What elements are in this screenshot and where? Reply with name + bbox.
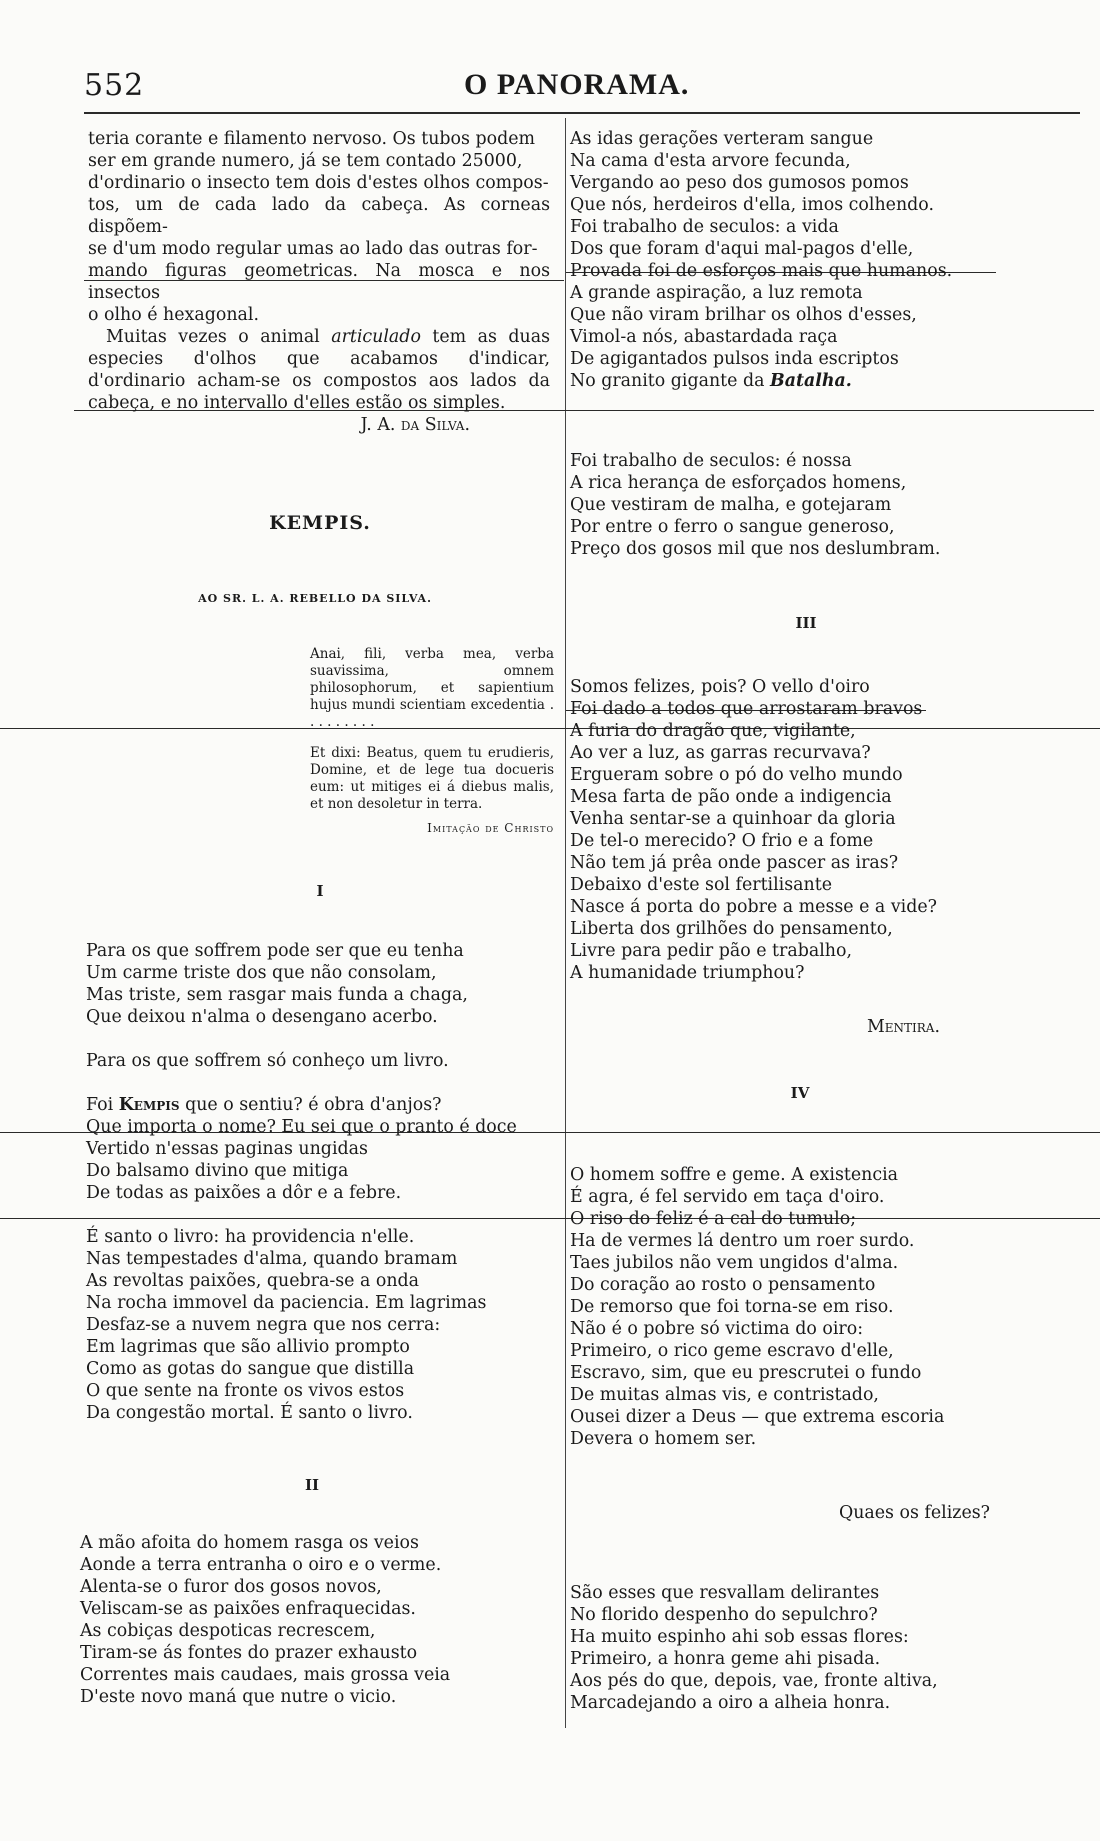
left-verse [86,940,556,1446]
right-verse-2 [570,450,1000,582]
verse-line: Vimol-a nós, abastardada raça [570,327,838,347]
prose-line: d'ordinario o insecto tem dois d'estes olhos compos- [88,173,549,193]
verse-line: Primeiro, o rico geme escravo d'elle, [570,1341,894,1361]
verse-line: Dos que foram d'aqui mal-pagos d'elle, [570,239,914,259]
verse-line: Ousei dizer a Deus — que extrema escoria [570,1407,945,1427]
right-verse-5 [570,1582,1000,1736]
section-numeral-IV: IV [790,1084,810,1102]
verse-line: Vergando ao peso dos gumosos pomos [570,173,909,193]
verse-line: Mesa farta de pão onde a indigencia [570,787,892,807]
verse-line: É santo o livro: ha providencia n'elle. [86,1227,415,1247]
verse-line: Foi trabalho de seculos: a vida [570,217,839,237]
prose-line: ser em grande numero, já se tem contado 25000, [88,151,523,171]
verse-line: Preço dos gosos mil que nos deslumbram. [570,539,941,559]
verse-line: Ao ver a luz, as garras recurvava? [570,743,871,763]
article-signature: J. A. da Silva. [360,415,470,435]
verse-line: A mão afoita do homem rasga os veios [80,1533,419,1553]
verse-line: Mas triste, sem rasgar mais funda a chaga, [86,985,468,1005]
verse-line: Na rocha immovel da paciencia. Em lagrimas [86,1293,487,1313]
verse-line: Um carme triste dos que não consolam, [86,963,437,983]
verse-line: Taes jubilos não vem ungidos d'alma. [570,1253,899,1273]
verse-line: No granito gigante da Batalha. [570,371,852,391]
verse-line: De tel-o merecido? O frio e a fome [570,831,874,851]
verse-line: Foi dado a todos que arrostaram bravos [570,699,923,719]
verse-line: As idas gerações verteram sangue [570,129,874,149]
verse-line: Marcadejando a oiro a alheia honra. [570,1693,891,1713]
verse-line: Nasce á porta do pobre a messe e a vide? [570,897,937,917]
stanza-9 [570,1582,1000,1714]
verse-line: A furia do dragão que, vigilante, [570,721,856,741]
verse-line: A grande aspiração, a luz remota [570,283,863,303]
prose-line: se d'um modo regular umas ao lado das outras for- [88,239,538,259]
verse-line: Que não viram brilhar os olhos d'esses, [570,305,917,325]
verse-line: No florido despenho do sepulchro? [570,1605,878,1625]
page-number: 552 [84,68,145,103]
verse-line: Por entre o ferro o sangue generoso, [570,517,895,537]
verse-line: Somos felizes, pois? O vello d'oiro [570,677,870,697]
verse-line: Que vestiram de malha, e gotejaram [570,495,892,515]
epigraph-1: Anai, fili, verba mea, verba suavissima, omnem philosophorum, et sapientium hujus mundi scientiam excedentia . . . . . . . . . [310,646,554,730]
quaes-os-felizes: Quaes os felizes? [838,1503,990,1523]
verse-line: É agra, é fel servido em taça d'oiro. [570,1187,885,1207]
stanza-2 [86,1094,556,1204]
verse-line: Debaixo d'este sol fertilisante [570,875,833,895]
stanza-1 [86,940,556,1028]
verse-line: Alenta-se o furor dos gosos novos, [80,1577,382,1597]
verse-line: Que deixou n'alma o desengano acerbo. [86,1007,438,1027]
verse-line: De remorso que foi torna-se em riso. [570,1297,894,1317]
section-numeral-II: II [304,1476,320,1494]
prose-line: o olho é hexagonal. [88,305,259,325]
verse-line: Na cama d'esta arvore fecunda, [570,151,851,171]
verse-line: Tiram-se ás fontes do prazer exhausto [80,1643,418,1663]
right-verse-1 [570,128,1000,392]
verse-line: Como as gotas do sangue que distilla [86,1359,415,1379]
verse-line: Livre para pedir pão e trabalho, [570,941,852,961]
verse-line: Do balsamo divino que mitiga [86,1161,349,1181]
verse-line: Escravo, sim, que eu prescrutei o fundo [570,1363,922,1383]
stanza-7 [570,676,1000,984]
right-verse-3 [570,676,1000,1006]
stanza-6 [570,450,1000,560]
prose-paragraph-2: Muitas vezes o animal articulado tem as duas especies d'olhos que acabamos d'indicar, d'ordinario acham-se os compostos aos lados da cabeça, e no intervallo d'elles estão os simples. [88,327,550,413]
verse-line: Foi Kempis que o sentiu? é obra d'anjos? [86,1095,442,1115]
epigraph-block [310,646,554,839]
epigraph-2: Et dixi: Beatus, quem tu erudieris, Domine, et de lege tua docueris eum: ut mitiges ei á diebus malis, et non desoletur in terra. [310,745,554,812]
verse-line: De muitas almas vis, e contristado, [570,1385,879,1405]
prose-line: teria corante e filamento nervoso. Os tubos podem [88,129,535,149]
verse-line: Não tem já prêa onde pascer as iras? [570,853,899,873]
verse-line: As cobiças despoticas recrescem, [80,1621,376,1641]
prose-line: mando figuras geometricas. Na mosca e nos insectos [88,261,550,303]
verse-line: Em lagrimas que são allivio prompto [86,1337,410,1357]
verse-line: D'este novo maná que nutre o vicio. [80,1687,397,1707]
verse-line: Liberta dos grilhões do pensamento, [570,919,893,939]
verse-line: Nas tempestades d'alma, quando bramam [86,1249,458,1269]
verse-line: Para os que soffrem pode ser que eu tenha [86,941,464,961]
stanza-8 [570,1164,1000,1450]
publication-title: O PANORAMA. [464,68,690,101]
stanza-3 [86,1226,556,1424]
verse-line: Do coração ao rosto o pensamento [570,1275,876,1295]
verse-line: Vertido n'essas paginas ungidas [86,1139,368,1159]
verse-line: Venha sentar-se a quinhoar da gloria [570,809,896,829]
verse-line: Aonde a terra entranha o oiro e o verme. [80,1555,442,1575]
verse-line: Provada foi de esforços mais que humanos. [570,261,953,281]
verse-line: Foi trabalho de seculos: é nossa [570,451,852,471]
column-divider [565,118,566,1728]
verse-line: De agigantados pulsos inda escriptos [570,349,899,369]
verse-line: A humanidade triumphou? [570,963,805,983]
header-rule [84,112,1080,114]
verse-line: O que sente na fronte os vivos estos [86,1381,405,1401]
stanza-5 [570,128,1000,392]
verse-line: Da congestão mortal. É santo o livro. [86,1403,413,1423]
verse-line: Primeiro, a honra geme ahi pisada. [570,1649,881,1669]
verse-line: A rica herança de esforçados homens, [570,473,907,493]
verse-line: Veliscam-se as paixões enfraquecidas. [80,1599,416,1619]
epigraph-source: Imitação de Christo [427,821,554,835]
poem-title: KEMPIS. [269,512,371,534]
verse-line: Ergueram sobre o pó do velho mundo [570,765,903,785]
stanza-4 [80,1532,560,1708]
stanza-single [86,1050,556,1072]
section-numeral-III: III [795,614,817,632]
verse-line: Ha de vermes lá dentro um roer surdo. [570,1231,915,1251]
verse-line: Aos pés do que, depois, vae, fronte altiva, [570,1671,938,1691]
verse-line: O homem soffre e geme. A existencia [570,1165,899,1185]
verse-line: Desfaz-se a nuvem negra que nos cerra: [86,1315,441,1335]
verse-line: Não é o pobre só victima do oiro: [570,1319,864,1339]
verse-line: Ha muito espinho ahi sob essas flores: [570,1627,909,1647]
dedication: AO SR. L. A. REBELLO DA SILVA. [198,592,432,605]
right-verse-4 [570,1164,1000,1472]
left-article-prose [88,128,550,436]
verse-line: Devera o homem ser. [570,1429,757,1449]
verse-line: Que importa o nome? Eu sei que o pranto é doce [86,1117,517,1137]
section-numeral-I: I [316,882,324,900]
prose-line: tos, um de cada lado da cabeça. As corneas dispõem- [88,195,550,237]
verse-line: De todas as paixões a dôr e a febre. [86,1183,402,1203]
verse-line: Correntes mais caudaes, mais grossa veia [80,1665,451,1685]
verse-line: São esses que resvallam delirantes [570,1583,880,1603]
verse-line: Que nós, herdeiros d'ella, imos colhendo. [570,195,934,215]
verse-line: As revoltas paixões, quebra-se a onda [86,1271,420,1291]
mentira-signature: Mentira. [866,1017,940,1037]
verse-line: O riso do feliz é a cal do tumulo; [570,1209,857,1229]
left-verse-2 [80,1532,560,1730]
verse-line: Para os que soffrem só conheço um livro. [86,1051,449,1071]
page-header [84,68,1024,108]
